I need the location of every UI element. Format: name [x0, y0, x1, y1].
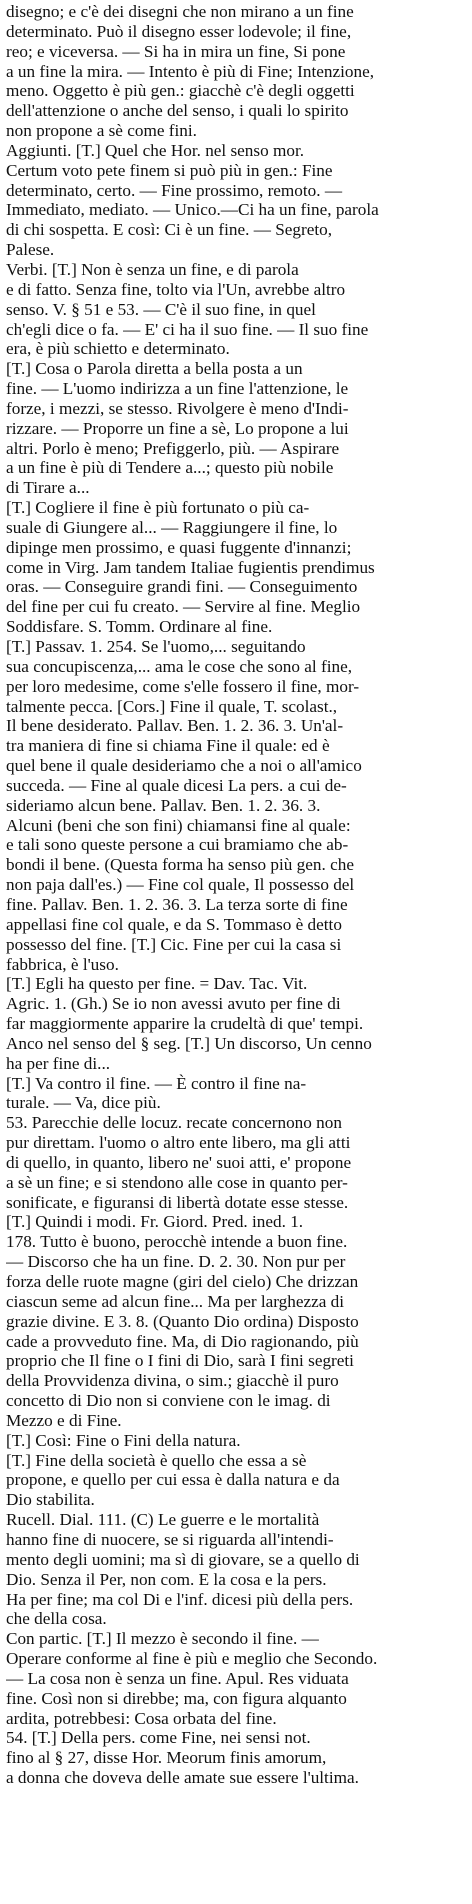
text-line: altri. Porlo è meno; Prefiggerlo, più. — Aspirare [6, 438, 340, 458]
text-line: di chi sospetta. E così: Ci è un fine. — Segreto, [6, 220, 333, 240]
text-line: 53. Parecchie delle locuz. recate concernono non [6, 1113, 342, 1133]
text-line: di Tirare a... [6, 478, 90, 498]
text-line: reo; e viceversa. — Si ha in mira un fine, Si pone [6, 41, 346, 61]
text-line: Con partic. [T.] Il mezzo è secondo il fine. — [6, 1629, 319, 1649]
text-line: grazie divine. E 3. 8. (Quanto Dio ordina) Disposto [6, 1311, 359, 1331]
text-line: di quello, in quanto, libero ne' suoi atti, e' propone [6, 1152, 352, 1172]
text-line: tra maniera di fine si chiama Fine il quale: ed è [6, 736, 330, 756]
text-line: bondi il bene. (Questa forma ha senso più gen. che [6, 855, 354, 875]
text-line: ch'egli dice o fa. — E' ci ha il suo fine. — Il suo fine [6, 319, 369, 339]
text-line: Dio stabilita. [6, 1490, 95, 1510]
text-line: [T.] Passav. 1. 254. Se l'uomo,... seguitando [6, 637, 306, 656]
text-line: a un fine la mira. — Intento è più di Fine; Intenzione, [6, 61, 374, 81]
text-line: [T.] Quindi i modi. Fr. Giord. Pred. ined. 1. [6, 1212, 304, 1232]
text-line: ardita, potrebbesi: Cosa orbata del fine. [6, 1708, 277, 1728]
text-line: a sè un fine; e si stendono alle cose in quanto per- [6, 1172, 348, 1192]
text-line: talmente pecca. [Cors.] Fine il quale, T. scolast., [6, 696, 338, 716]
text-line: che della cosa. [6, 1609, 107, 1629]
text-line: Il bene desiderato. Pallav. Ben. 1. 2. 36. 3. Un'al- [6, 716, 344, 736]
text-line: del fine per cui fu creato. — Servire al fine. Meglio [6, 597, 361, 617]
text-line: possesso del fine. [T.] Cic. Fine per cui la casa si [6, 934, 342, 954]
text-line: fabbrica, è l'uso. [6, 954, 119, 974]
text-line: [T.] Va contro il fine. — È contro il fine na- [6, 1073, 307, 1093]
text-line: [T.] Cogliere il fine è più fortunato o più ca- [6, 498, 310, 518]
text-line: Certum voto pete finem si può più in gen.: Fine [6, 160, 333, 180]
text-line: ciascun seme ad alcun fine... Ma per larghezza di [6, 1291, 345, 1311]
text-line: era, è più schietto e determinato. [6, 339, 230, 359]
text-line: Mezzo e di Fine. [6, 1410, 122, 1430]
text-line: 54. [T.] Della pers. come Fine, nei sensi not. [6, 1728, 311, 1748]
text-line: Operare conforme al fine è più e meglio che Secondo. [6, 1649, 378, 1669]
text-line: Aggiunti. [T.] Quel che Hor. nel senso mor. [6, 140, 305, 160]
text-line: Anco nel senso del § seg. [T.] Un discorso, Un cenno [6, 1033, 372, 1053]
text-line: rizzare. — Proporre un fine a sè, Lo propone a lui [6, 418, 349, 438]
text-line: mento degli uomini; ma sì di giovare, se a quello di [6, 1549, 360, 1569]
text-line: come in Virg. Jam tandem Italiae fugientis prendimus [6, 557, 375, 577]
text-line: ha per fine di... [6, 1053, 111, 1073]
text-line: senso. V. § 51 e 53. — C'è il suo fine, in quel [6, 299, 316, 319]
text-line: [T.] Fine della società è quello che essa a sè [6, 1450, 307, 1470]
text-line: sideriamo alcun bene. Pallav. Ben. 1. 2. 36. 3. [6, 795, 321, 815]
text-line: appellasi fine col quale, e da S. Tommaso è detto [6, 914, 342, 934]
text-line: [T.] Così: Fine o Fini della natura. [6, 1430, 241, 1450]
text-line: a un fine è più di Tendere a...; questo più nobile [6, 458, 334, 478]
text-line: concetto di Dio non si conviene con le imag. di [6, 1391, 331, 1411]
text-line: non paja dall'es.) — Fine col quale, Il possesso del [6, 875, 355, 895]
text-line: quel bene il quale desideriamo che a noi o all'amico [6, 756, 362, 776]
text-line: — La cosa non è senza un fine. Apul. Res viduata [6, 1668, 349, 1688]
text-line: non propone a sè come fini. [6, 121, 197, 141]
text-line: dell'attenzione o anche del senso, i quali lo spirito [6, 101, 349, 121]
text-line: 178. Tutto è buono, perocchè intende a buon fine. [6, 1232, 348, 1252]
text-line: [T.] Cosa o Parola diretta a bella posta a un [6, 359, 303, 379]
text-line: Rucell. Dial. 111. (C) Le guerre e le mortalità [6, 1510, 320, 1530]
text-line: forze, i mezzi, se stesso. Rivolgere è meno d'Indi- [6, 398, 349, 418]
text-line: fine. — L'uomo indirizza a un fine l'attenzione, le [6, 379, 349, 399]
text-line: Verbi. [T.] Non è senza un fine, e di parola [6, 259, 299, 279]
text-line: e tali sono queste persone a cui bramiamo che ab- [6, 835, 349, 855]
text-line: dipinge men prossimo, e quasi fuggente d'innanzi; [6, 537, 352, 557]
text-line: proprio che Il fine o I fini di Dio, sarà I fini segreti [6, 1351, 354, 1371]
text-line: far maggiormente apparire la crudeltà di que' tempi. [6, 1014, 364, 1034]
text-line: meno. Oggetto è più gen.: giacchè c'è degli oggetti [6, 81, 355, 101]
text-line: Soddisfare. S. Tomm. Ordinare al fine. [6, 617, 273, 637]
text-line: forza delle ruote magne (giri del cielo) Che drizzan [6, 1272, 359, 1291]
text-line: per loro medesime, come s'elle fossero il fine, mor- [6, 676, 360, 696]
text-line: Agric. 1. (Gh.) Se io non avessi avuto per fine di [6, 994, 341, 1014]
text-line: Immediato, mediato. — Unico.—Ci ha un fine, parola [6, 200, 379, 220]
text-line: pur direttam. l'uomo o altro ente libero, ma gli atti [6, 1133, 351, 1153]
text-line: cade a provveduto fine. Ma, di Dio ragionando, più [6, 1331, 359, 1351]
text-line: turale. — Va, dice più. [6, 1093, 161, 1113]
text-line: Alcuni (beni che son fini) chiamansi fine al quale: [6, 815, 351, 835]
text-line: Dio. Senza il Per, non com. E la cosa e la pers. [6, 1569, 327, 1589]
text-line: Ha per fine; ma col Di e l'inf. dicesi più della pers. [6, 1589, 354, 1609]
text-line: fine. Pallav. Ben. 1. 2. 36. 3. La terza sorte di fine [6, 894, 348, 914]
text-line: sonificate, e figuransi di libertà dotate esse stesse. [6, 1192, 349, 1212]
text-line: propone, e quello per cui essa è dalla natura e da [6, 1470, 340, 1490]
text-line: oras. — Conseguire grandi fini. — Conseguimento [6, 577, 358, 597]
text-line: a donna che doveva delle amate sue essere l'ultima. [6, 1768, 359, 1788]
text-line: determinato, certo. — Fine prossimo, remoto. — [6, 180, 343, 200]
text-line: suale di Giungere al... — Raggiungere il fine, lo [6, 517, 338, 537]
text-line: e di fatto. Senza fine, tolto via l'Un, avrebbe altro [6, 279, 346, 299]
text-line: Palese. [6, 240, 55, 260]
text-line: hanno fine di nuocere, se si riguarda all'intendi- [6, 1529, 334, 1549]
text-line: [T.] Egli ha questo per fine. = Dav. Tac. Vit. [6, 974, 308, 994]
text-line: fine. Così non si direbbe; ma, con figura alquanto [6, 1688, 347, 1708]
text-line: determinato. Può il disegno esser lodevole; il fine, [6, 21, 352, 41]
text-line: della Provvidenza divina, o sim.; giacchè il puro [6, 1371, 339, 1391]
text-line: succeda. — Fine al quale dicesi La pers. a cui de- [6, 775, 347, 795]
text-line: — Discorso che ha un fine. D. 2. 30. Non pur per [6, 1252, 346, 1272]
text-line: sua concupiscenza,... ama le cose che sono al fine, [6, 656, 352, 676]
text-line: fino al § 27, disse Hor. Meorum finis amorum, [6, 1748, 327, 1768]
text-line: disegno; e c'è dei disegni che non mirano a un fine [6, 2, 354, 21]
